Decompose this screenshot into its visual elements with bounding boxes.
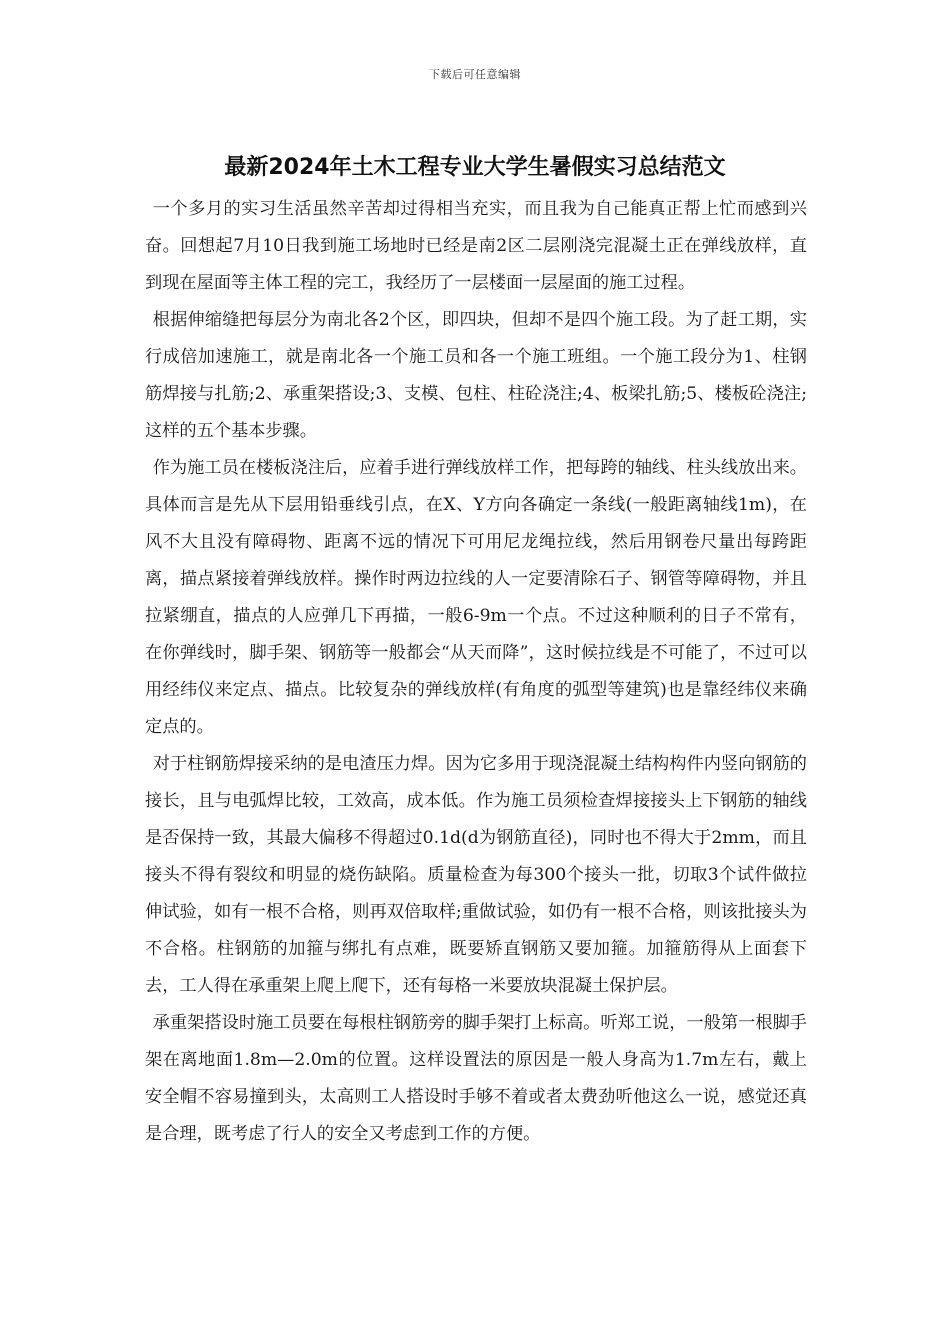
header-note: 下载后可任意编辑 (429, 68, 521, 81)
paragraph-1: 一个多月的实习生活虽然辛苦却过得相当充实，而且我为自己能真正帮上忙而感到兴奋。回想起7月10日我到施工场地时已经是南2区二层刚浇完混凝土正在弹线放样，直到现在屋面等主体工程的完工，我经历了一层楼面一层屋面的施工过程。 (145, 199, 807, 293)
paragraph-5: 承重架搭设时施工员要在每根柱钢筋旁的脚手架打上标高。听郑工说，一般第一根脚手架在离地面1.8m—2.0m的位置。这样设置法的原因是一般人身高为1.7m左右，戴上安全帽不容易撞到头，太高则工人搭设时手够不着或者太费劲听他这么一说，感觉还真是合理，既考虑了行人的安全又考虑到工作的方便。 (145, 1013, 807, 1144)
document-title: 最新2024年土木工程专业大学生暑假实习总结范文 (224, 155, 726, 180)
paragraph-2: 根据伸缩缝把每层分为南北各2个区，即四块，但却不是四个施工段。为了赶工期，实行成倍加速施工，就是南北各一个施工员和各一个施工班组。一个施工段分为1、柱钢筋焊接与扎筋;2、承重架搭设;3、支模、包柱、柱砼浇注;4、板梁扎筋;5、楼板砼浇注;这样的五个基本步骤。 (145, 310, 807, 441)
paragraph-3: 作为施工员在楼板浇注后，应着手进行弹线放样工作，把每跨的轴线、柱头线放出来。具体而言是先从下层用铅垂线引点，在X、Y方向各确定一条线(一般距离轴线1m)，在风不大且没有障碍物、距离不远的情况下可用尼龙绳拉线，然后用钢卷尺量出每跨距离，描点紧接着弹线放样。操作时两边拉线的人一定要清除石子、钢管等障碍物，并且拉紧绷直，描点的人应弹几下再描，一般6-9m一个点。不过这种顺利的日子不常有，在你弹线时，脚手架、钢筋等一般都会“从天而降”，这时候拉线是不可能了，不过可以用经纬仪来定点、描点。比较复杂的弹线放样(有角度的弧型等建筑)也是靠经纬仪来确定点的。 (145, 458, 807, 737)
document-body (145, 191, 807, 1153)
paragraph-4: 对于柱钢筋焊接采纳的是电渣压力焊。因为它多用于现浇混凝土结构构件内竖向钢筋的接长，且与电弧焊比较，工效高，成本低。作为施工员须检查焊接接头上下钢筋的轴线是否保持一致，其最大偏移不得超过0.1d(d为钢筋直径)，同时也不得大于2mm，而且接头不得有裂纹和明显的烧伤缺陷。质量检查为每300个接头一批，切取3个试件做拉伸试验，如有一根不合格，则再双倍取样;重做试验，如仍有一根不合格，则该批接头为不合格。柱钢筋的加箍与绑扎有点难，既要矫直钢筋又要加箍。加箍筋得从上面套下去，工人得在承重架上爬上爬下，还有每格一米要放块混凝土保护层。 (145, 754, 807, 996)
